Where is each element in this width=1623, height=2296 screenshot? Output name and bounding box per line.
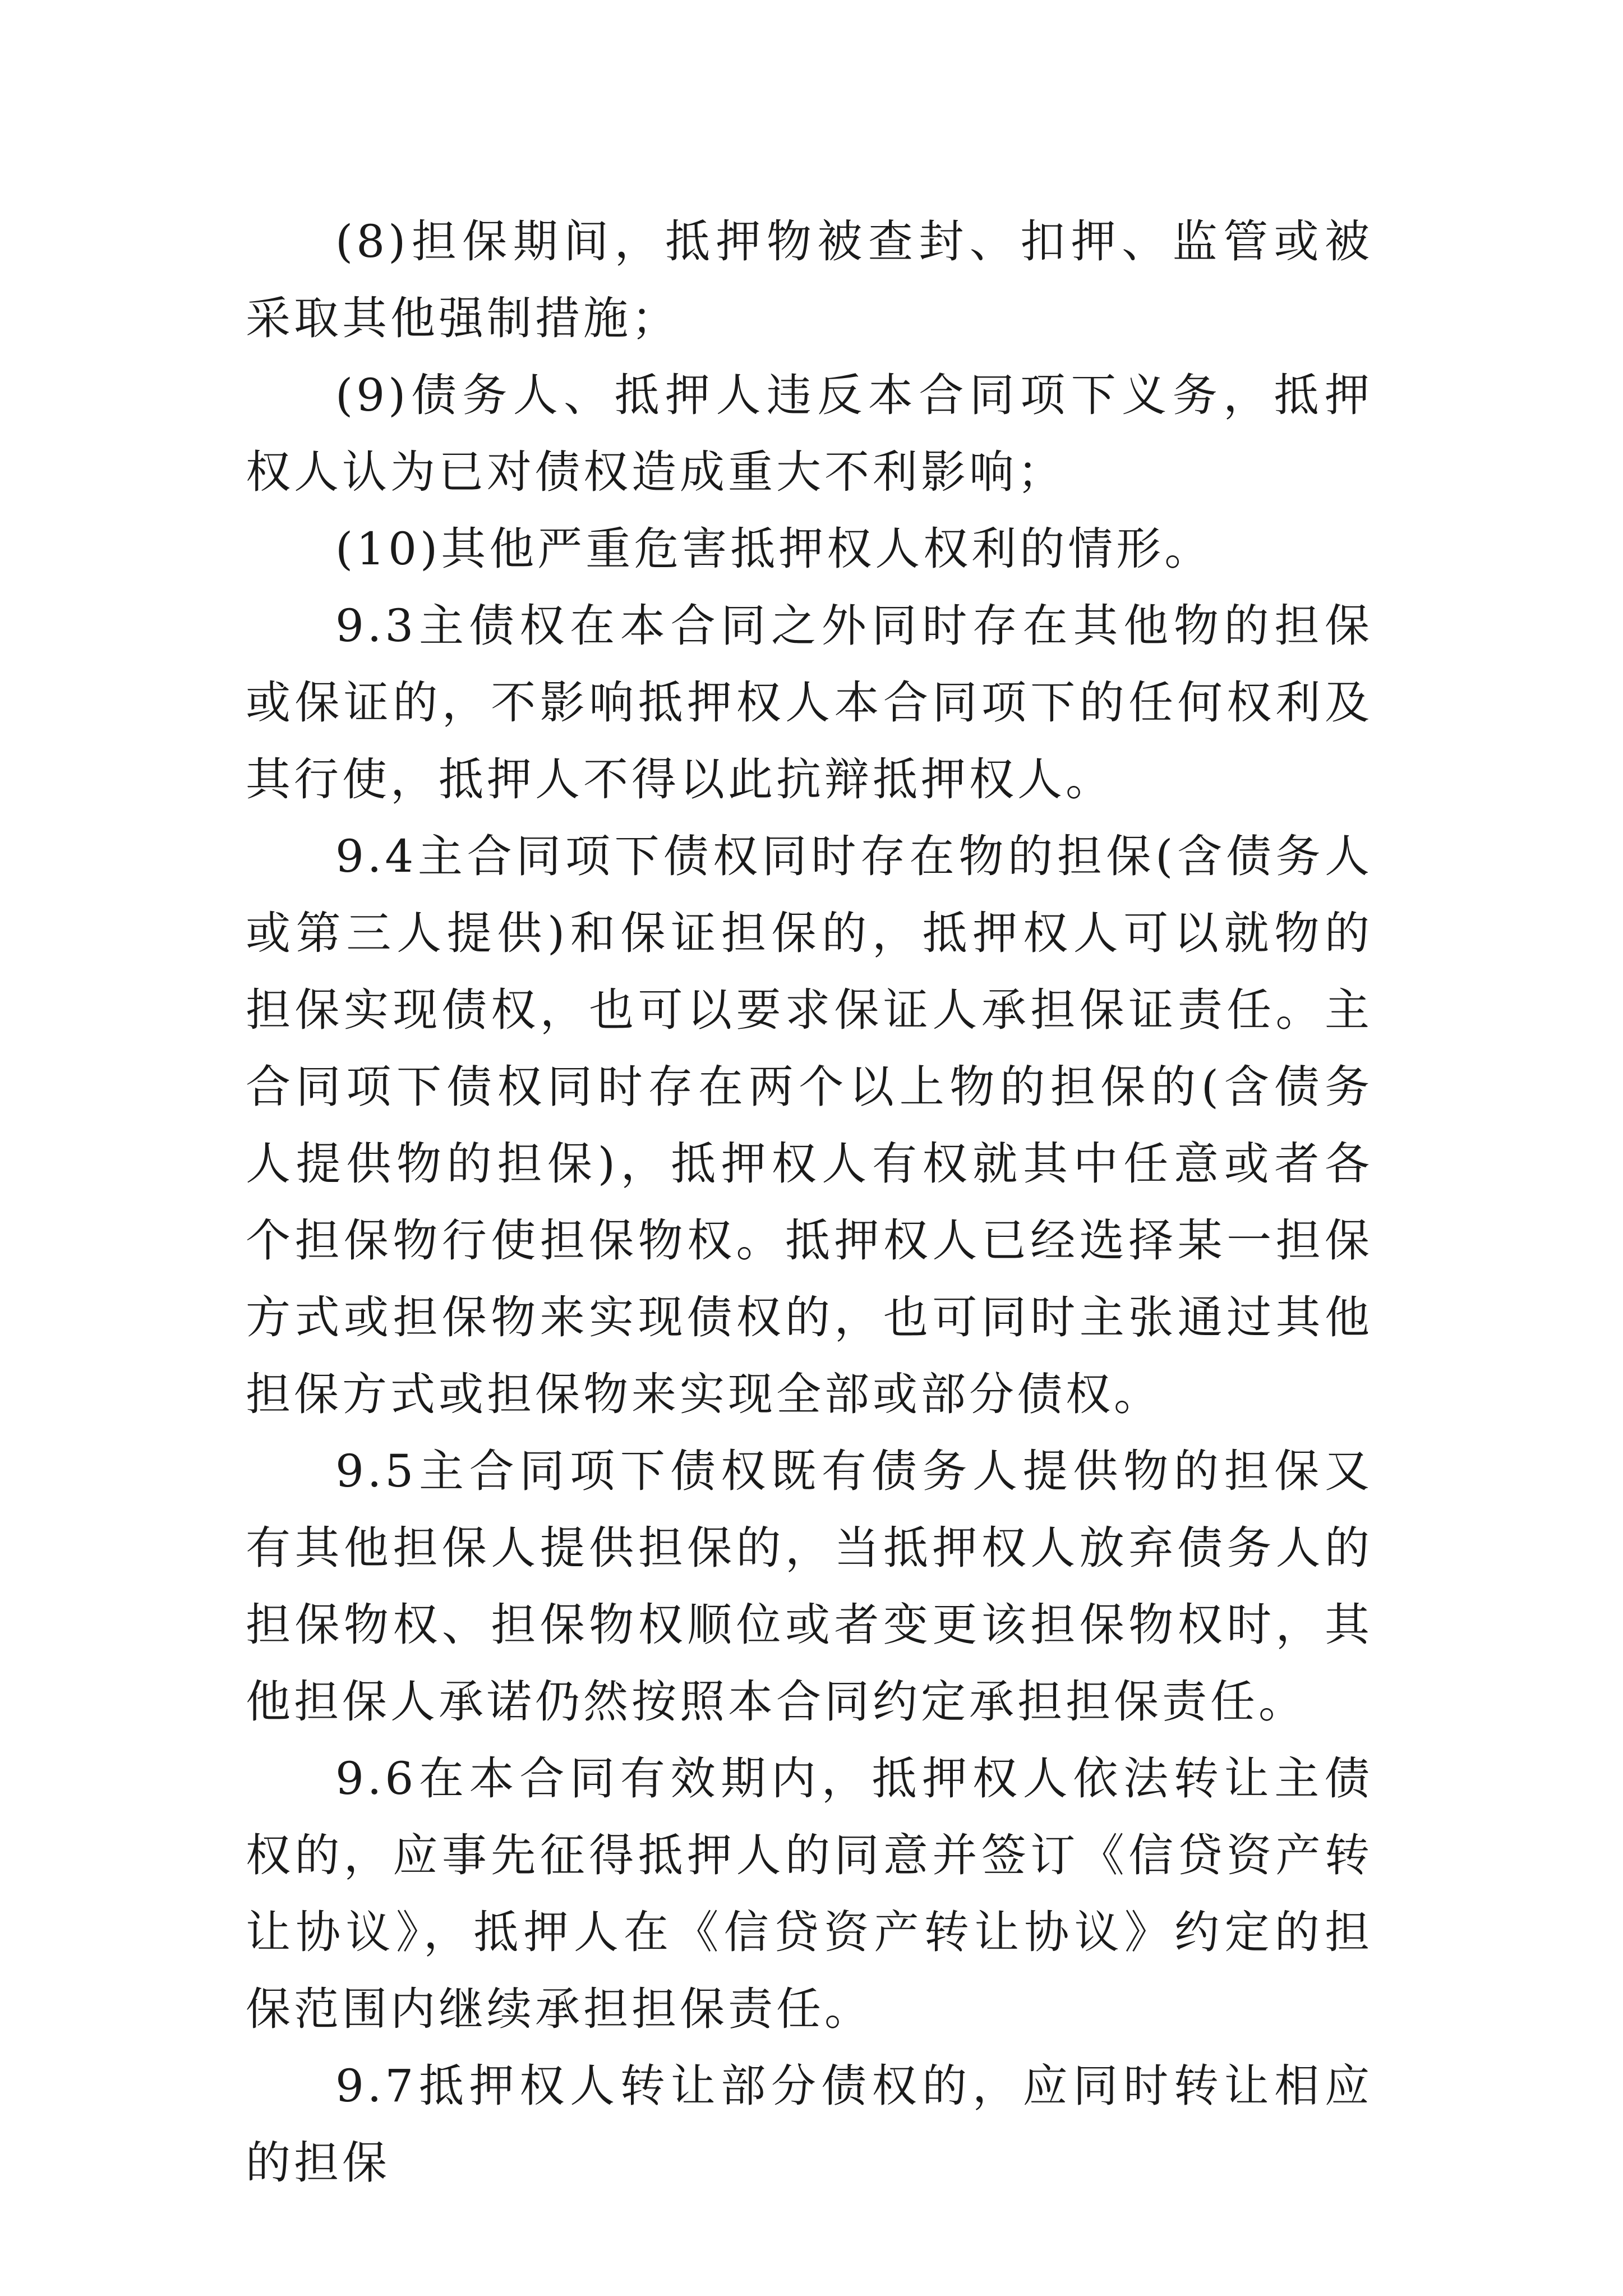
paragraph-9: (9)债务人、抵押人违反本合同项下义务，抵押权人认为已对债权造成重大不利影响； [246, 369, 1373, 498]
paragraph-8: (8)担保期间，抵押物被查封、扣押、监管或被采取其他强制措施； [246, 215, 1373, 344]
document-body [246, 203, 1373, 2201]
paragraph-10: (10)其他严重危害抵押权人权利的情形。 [335, 523, 1213, 575]
clause-9-4: 9.4主合同项下债权同时存在物的担保(含债务人或第三人提供)和保证担保的，抵押权人可以就物的担保实现债权，也可以要求保证人承担保证责任。主合同项下债权同时存在两个以上物的担保的(含债务人提供物的担保)，抵押权人有权就其中任意或者各个担保物行使担保物权。抵押权人已经选择某一担保方式或担保物来实现债权的，也可同时主张通过其他担保方式或担保物来实现全部或部分债权。 [246, 830, 1373, 1420]
clause-9-6: 9.6在本合同有效期内，抵押权人依法转让主债权的，应事先征得抵押人的同意并签订《信贷资产转让协议》，抵押人在《信贷资产转让协议》约定的担保范围内继续承担担保责任。 [246, 1752, 1373, 2035]
clause-9-7: 9.7抵押权人转让部分债权的，应同时转让相应的担保 [246, 2060, 1373, 2189]
clause-9-3: 9.3主债权在本合同之外同时存在其他物的担保或保证的，不影响抵押权人本合同项下的任何权利及其行使，抵押人不得以此抗辩抵押权人。 [246, 600, 1373, 806]
clause-9-5: 9.5主合同项下债权既有债务人提供物的担保又有其他担保人提供担保的，当抵押权人放弃债务人的担保物权、担保物权顺位或者变更该担保物权时，其他担保人承诺仍然按照本合同约定承担担保责任。 [246, 1445, 1373, 1728]
